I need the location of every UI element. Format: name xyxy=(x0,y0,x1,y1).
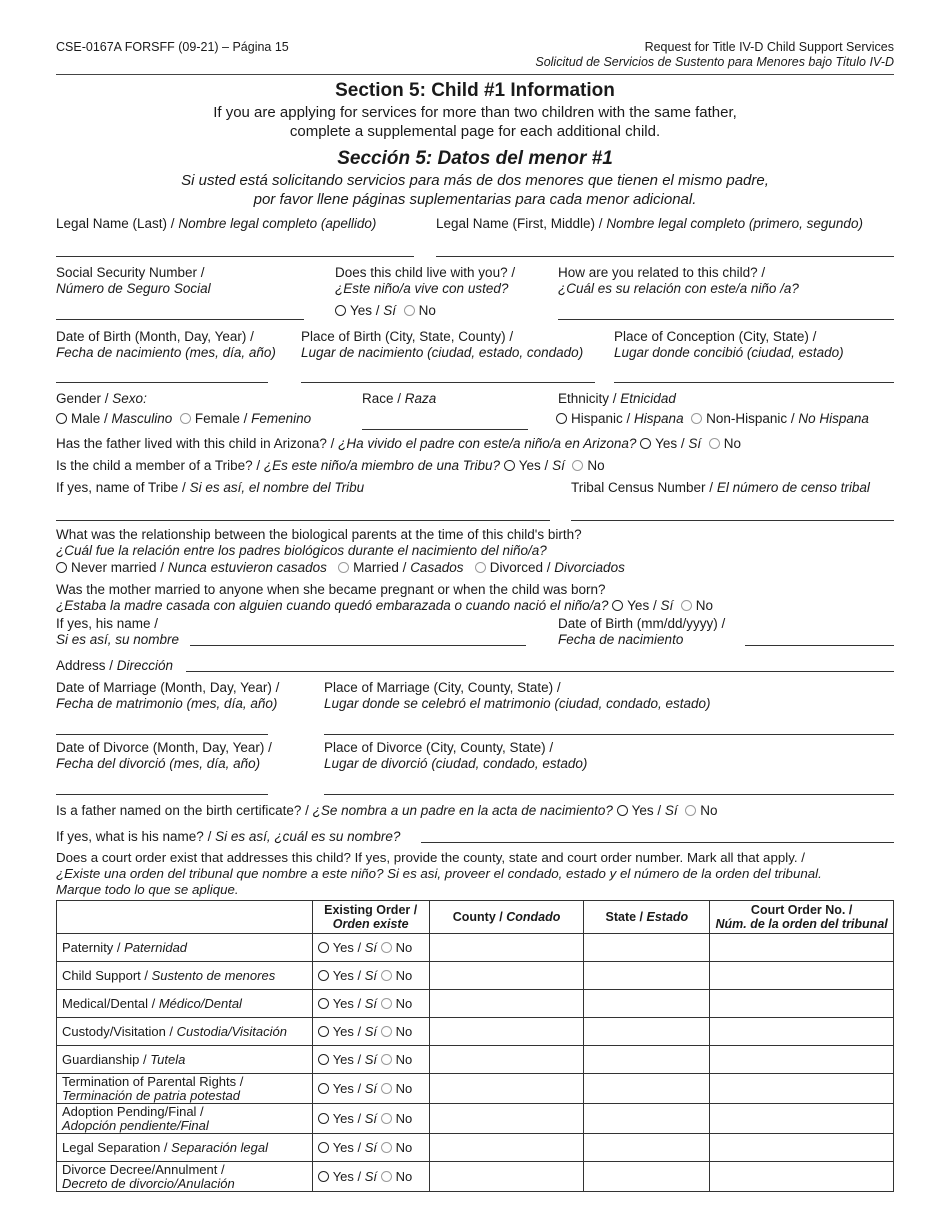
mother-married-no-radio[interactable] xyxy=(681,600,692,611)
table-header-blank xyxy=(57,901,313,934)
order-type-label: Child Support / Sustento de menores xyxy=(57,962,313,990)
father-arizona-question: Has the father lived with this child in Arizona? / ¿Ha vivido el padre con este/a niño/a en Arizona? Yes / Sí No xyxy=(56,436,741,451)
pom-label: Place of Marriage (City, County, State) / Lugar donde se celebró el matrimonio (ciudad, condado, estado) xyxy=(324,680,711,711)
state-cell[interactable] xyxy=(584,934,710,962)
county-cell[interactable] xyxy=(429,1074,584,1104)
address-label: Address / Dirección xyxy=(56,658,174,673)
order-type-label: Adoption Pending/Final / Adopción pendiente/Final xyxy=(57,1104,313,1134)
form-id: CSE-0167A FORSFF (09-21) – Página 15 xyxy=(56,40,289,54)
form-title-en: Request for Title IV-D Child Support Services xyxy=(644,40,894,54)
court-order-no-cell[interactable] xyxy=(710,1134,894,1162)
live-with-radio-group: Yes / Sí No xyxy=(335,303,436,318)
his-name-label: If yes, his name / Si es así, su nombre xyxy=(56,616,180,647)
court-order-no-cell[interactable] xyxy=(710,1104,894,1134)
order-type-label: Termination of Parental Rights / Terminación de patria potestad xyxy=(57,1074,313,1104)
divorced-radio[interactable] xyxy=(475,562,486,573)
first-name-label: Legal Name (First, Middle) / Nombre legal completo (primero, segundo) xyxy=(436,216,863,231)
existing-order-cell: Yes / Sí No xyxy=(312,1104,429,1134)
table-row xyxy=(57,1134,894,1162)
pod-field[interactable] xyxy=(324,794,894,795)
header-state: State / Estado xyxy=(584,901,710,934)
section-intro-es-2: por favor llene páginas suplementarias para cada menor adicional. xyxy=(253,191,697,208)
tribe-question: Is the child a member of a Tribe? / ¿Es este niño/a miembro de una Tribu? Yes / Sí No xyxy=(56,458,605,473)
father-cert-yes-radio[interactable] xyxy=(617,805,628,816)
county-cell[interactable] xyxy=(429,1134,584,1162)
order-type-label: Paternity / Paternidad xyxy=(57,934,313,962)
existing-order-yes-radio[interactable] xyxy=(318,1113,329,1124)
father-cert-question: Is a father named on the birth certificate? / ¿Se nombra a un padre en la acta de nacimiento? Yes / Sí No xyxy=(56,803,718,818)
existing-order-no-radio[interactable] xyxy=(381,1142,392,1153)
tribal-census-label: Tribal Census Number / El número de censo tribal xyxy=(571,480,870,495)
existing-order-no-radio[interactable] xyxy=(381,1026,392,1037)
existing-order-yes-radio[interactable] xyxy=(318,1171,329,1182)
last-name-label: Legal Name (Last) / Nombre legal completo (apellido) xyxy=(56,216,377,231)
relationship-question: What was the relationship between the biological parents at the time of this child's birth? ¿Cuál fue la relación entre los padres biológicos durante el nacimiento del niño/a? xyxy=(56,527,582,558)
county-cell[interactable] xyxy=(429,1104,584,1134)
pom-field[interactable] xyxy=(324,734,894,735)
father-arizona-yes-radio[interactable] xyxy=(640,438,651,449)
pod-label: Place of Divorce (City, County, State) / Lugar de divorció (ciudad, condado, estado) xyxy=(324,740,588,771)
gender-radio-group: Male / Masculino Female / Femenino xyxy=(56,411,311,426)
court-order-no-cell[interactable] xyxy=(710,990,894,1018)
existing-order-no-radio[interactable] xyxy=(381,1113,392,1124)
ethnicity-label: Ethnicity / Etnicidad xyxy=(558,391,676,406)
existing-order-no-radio[interactable] xyxy=(381,998,392,1009)
existing-order-no-radio[interactable] xyxy=(381,942,392,953)
existing-order-no-radio[interactable] xyxy=(381,970,392,981)
existing-order-cell: Yes / Sí No xyxy=(312,1162,429,1192)
father-arizona-no-radio[interactable] xyxy=(709,438,720,449)
married-radio[interactable] xyxy=(338,562,349,573)
state-cell[interactable] xyxy=(584,1018,710,1046)
existing-order-cell: Yes / Sí No xyxy=(312,990,429,1018)
order-type-label: Custody/Visitation / Custodia/Visitación xyxy=(57,1018,313,1046)
male-radio[interactable] xyxy=(56,413,67,424)
existing-order-yes-radio[interactable] xyxy=(318,970,329,981)
poc-label: Place of Conception (City, State) / Lugar donde concibió (ciudad, estado) xyxy=(614,329,844,360)
tribe-yes-radio[interactable] xyxy=(504,460,515,471)
county-cell[interactable] xyxy=(429,1162,584,1192)
court-order-table xyxy=(56,900,894,1192)
pob-label: Place of Birth (City, State, County) / Lugar de nacimiento (ciudad, estado, condado) xyxy=(301,329,584,360)
court-order-no-cell[interactable] xyxy=(710,1162,894,1192)
existing-order-cell: Yes / Sí No xyxy=(312,1046,429,1074)
state-cell[interactable] xyxy=(584,990,710,1018)
non-hispanic-radio[interactable] xyxy=(691,413,702,424)
related-label: How are you related to this child? / ¿Cuál es su relación con este/a niño /a? xyxy=(558,265,799,296)
existing-order-yes-radio[interactable] xyxy=(318,1142,329,1153)
existing-order-yes-radio[interactable] xyxy=(318,1026,329,1037)
table-row xyxy=(57,934,894,962)
section-intro-es-1: Si usted está solicitando servicios para más de dos menores que tienen el mismo padre, xyxy=(181,172,769,189)
table-row xyxy=(57,1104,894,1134)
existing-order-yes-radio[interactable] xyxy=(318,1083,329,1094)
state-cell[interactable] xyxy=(584,962,710,990)
section-intro-en-1: If you are applying for services for more than two children with the same father, xyxy=(213,104,737,121)
form-title-es: Solicitud de Servicios de Sustento para Menores bajo Titulo IV-D xyxy=(535,55,894,69)
father-name-field[interactable] xyxy=(421,842,894,843)
county-cell[interactable] xyxy=(429,1018,584,1046)
table-header-row xyxy=(57,901,894,934)
never-married-radio[interactable] xyxy=(56,562,67,573)
live-with-label: Does this child live with you? / ¿Este niño/a vive con usted? xyxy=(335,265,516,296)
tribe-name-label: If yes, name of Tribe / Si es así, el nombre del Tribu xyxy=(56,480,365,495)
existing-order-cell: Yes / Sí No xyxy=(312,962,429,990)
father-cert-no-radio[interactable] xyxy=(685,805,696,816)
existing-order-no-radio[interactable] xyxy=(381,1083,392,1094)
dob2-field[interactable] xyxy=(745,645,894,646)
ssn-field[interactable] xyxy=(56,319,304,320)
dod-field[interactable] xyxy=(56,794,268,795)
his-name-field[interactable] xyxy=(190,645,526,646)
dom-field[interactable] xyxy=(56,734,268,735)
county-cell[interactable] xyxy=(429,1046,584,1074)
table-row xyxy=(57,1046,894,1074)
hispanic-radio[interactable] xyxy=(556,413,567,424)
ssn-label: Social Security Number / Número de Seguro Social xyxy=(56,265,211,296)
header-divider xyxy=(56,74,894,75)
state-cell[interactable] xyxy=(584,1046,710,1074)
county-cell[interactable] xyxy=(429,962,584,990)
dod-label: Date of Divorce (Month, Day, Year) / Fecha del divorció (mes, día, año) xyxy=(56,740,272,771)
state-cell[interactable] xyxy=(584,1162,710,1192)
father-name-label: If yes, what is his name? / Si es así, ¿cuál es su nombre? xyxy=(56,829,401,844)
tribal-census-field[interactable] xyxy=(571,520,894,521)
section-title-en: Section 5: Child #1 Information xyxy=(335,80,615,101)
section-title-es: Sección 5: Datos del menor #1 xyxy=(337,148,613,169)
state-cell[interactable] xyxy=(584,1134,710,1162)
state-cell[interactable] xyxy=(584,1074,710,1104)
court-order-no-cell[interactable] xyxy=(710,934,894,962)
header-court-order-no: Court Order No. / Núm. de la orden del tribunal xyxy=(710,901,894,934)
relationship-radio-group: Never married / Nunca estuvieron casados Married / Casados Divorced / Divorciados xyxy=(56,560,625,575)
race-field[interactable] xyxy=(362,429,528,430)
county-cell[interactable] xyxy=(429,934,584,962)
header-existing-order: Existing Order / Orden existe xyxy=(312,901,429,934)
mother-married-yes-radio[interactable] xyxy=(612,600,623,611)
dob-field[interactable] xyxy=(56,382,268,383)
header-county: County / Condado xyxy=(429,901,584,934)
last-name-field[interactable] xyxy=(56,256,414,257)
tribe-name-field[interactable] xyxy=(56,520,550,521)
order-type-label: Legal Separation / Separación legal xyxy=(57,1134,313,1162)
order-type-label: Guardianship / Tutela xyxy=(57,1046,313,1074)
county-cell[interactable] xyxy=(429,990,584,1018)
existing-order-cell: Yes / Sí No xyxy=(312,1074,429,1104)
pob-field[interactable] xyxy=(301,382,595,383)
table-row xyxy=(57,1074,894,1104)
form-title xyxy=(535,40,894,70)
existing-order-yes-radio[interactable] xyxy=(318,942,329,953)
female-radio[interactable] xyxy=(180,413,191,424)
court-order-no-cell[interactable] xyxy=(710,962,894,990)
state-cell[interactable] xyxy=(584,1104,710,1134)
poc-field[interactable] xyxy=(614,382,894,383)
dob2-label: Date of Birth (mm/dd/yyyy) / Fecha de nacimiento xyxy=(558,616,726,647)
existing-order-no-radio[interactable] xyxy=(381,1171,392,1182)
court-order-no-cell[interactable] xyxy=(710,1074,894,1104)
table-row xyxy=(57,990,894,1018)
order-type-label: Divorce Decree/Annulment / Decreto de divorcio/Anulación xyxy=(57,1162,313,1192)
live-with-no-radio[interactable] xyxy=(404,305,415,316)
existing-order-cell: Yes / Sí No xyxy=(312,1018,429,1046)
dob-label: Date of Birth (Month, Day, Year) / Fecha de nacimiento (mes, día, año) xyxy=(56,329,276,360)
existing-order-no-radio[interactable] xyxy=(381,1054,392,1065)
section-intro-en-2: complete a supplemental page for each additional child. xyxy=(289,123,661,140)
existing-order-cell: Yes / Sí No xyxy=(312,934,429,962)
dom-label: Date of Marriage (Month, Day, Year) / Fecha de matrimonio (mes, día, año) xyxy=(56,680,280,711)
table-row xyxy=(57,1018,894,1046)
table-row xyxy=(57,1162,894,1192)
mother-married-question: Was the mother married to anyone when she became pregnant or when the child was born? ¿Estaba la madre casada con alguien cuando quedó embarazada o cuando nació el niño/a? Yes / Sí No xyxy=(56,582,714,613)
gender-label: Gender / Sexo: xyxy=(56,391,147,406)
existing-order-yes-radio[interactable] xyxy=(318,1054,329,1065)
existing-order-cell: Yes / Sí No xyxy=(312,1134,429,1162)
address-field[interactable] xyxy=(186,671,894,672)
related-field[interactable] xyxy=(558,319,894,320)
existing-order-yes-radio[interactable] xyxy=(318,998,329,1009)
order-type-label: Medical/Dental / Médico/Dental xyxy=(57,990,313,1018)
first-name-field[interactable] xyxy=(436,256,894,257)
live-with-yes-radio[interactable] xyxy=(335,305,346,316)
court-order-no-cell[interactable] xyxy=(710,1046,894,1074)
court-order-question: Does a court order exist that addresses this child? If yes, provide the county, state and court order number. Mark all that apply. / ¿Existe una orden del tribunal que nombre a este niño? Si es asi, proveer el condado, estado y el número de la orden del tribunal. Marque todo lo que se aplique. xyxy=(56,850,822,897)
court-order-no-cell[interactable] xyxy=(710,1018,894,1046)
race-label: Race / Raza xyxy=(362,391,437,406)
table-row xyxy=(57,962,894,990)
tribe-no-radio[interactable] xyxy=(572,460,583,471)
ethnicity-radio-group: Hispanic / Hispana Non-Hispanic / No Hispana xyxy=(556,411,869,426)
